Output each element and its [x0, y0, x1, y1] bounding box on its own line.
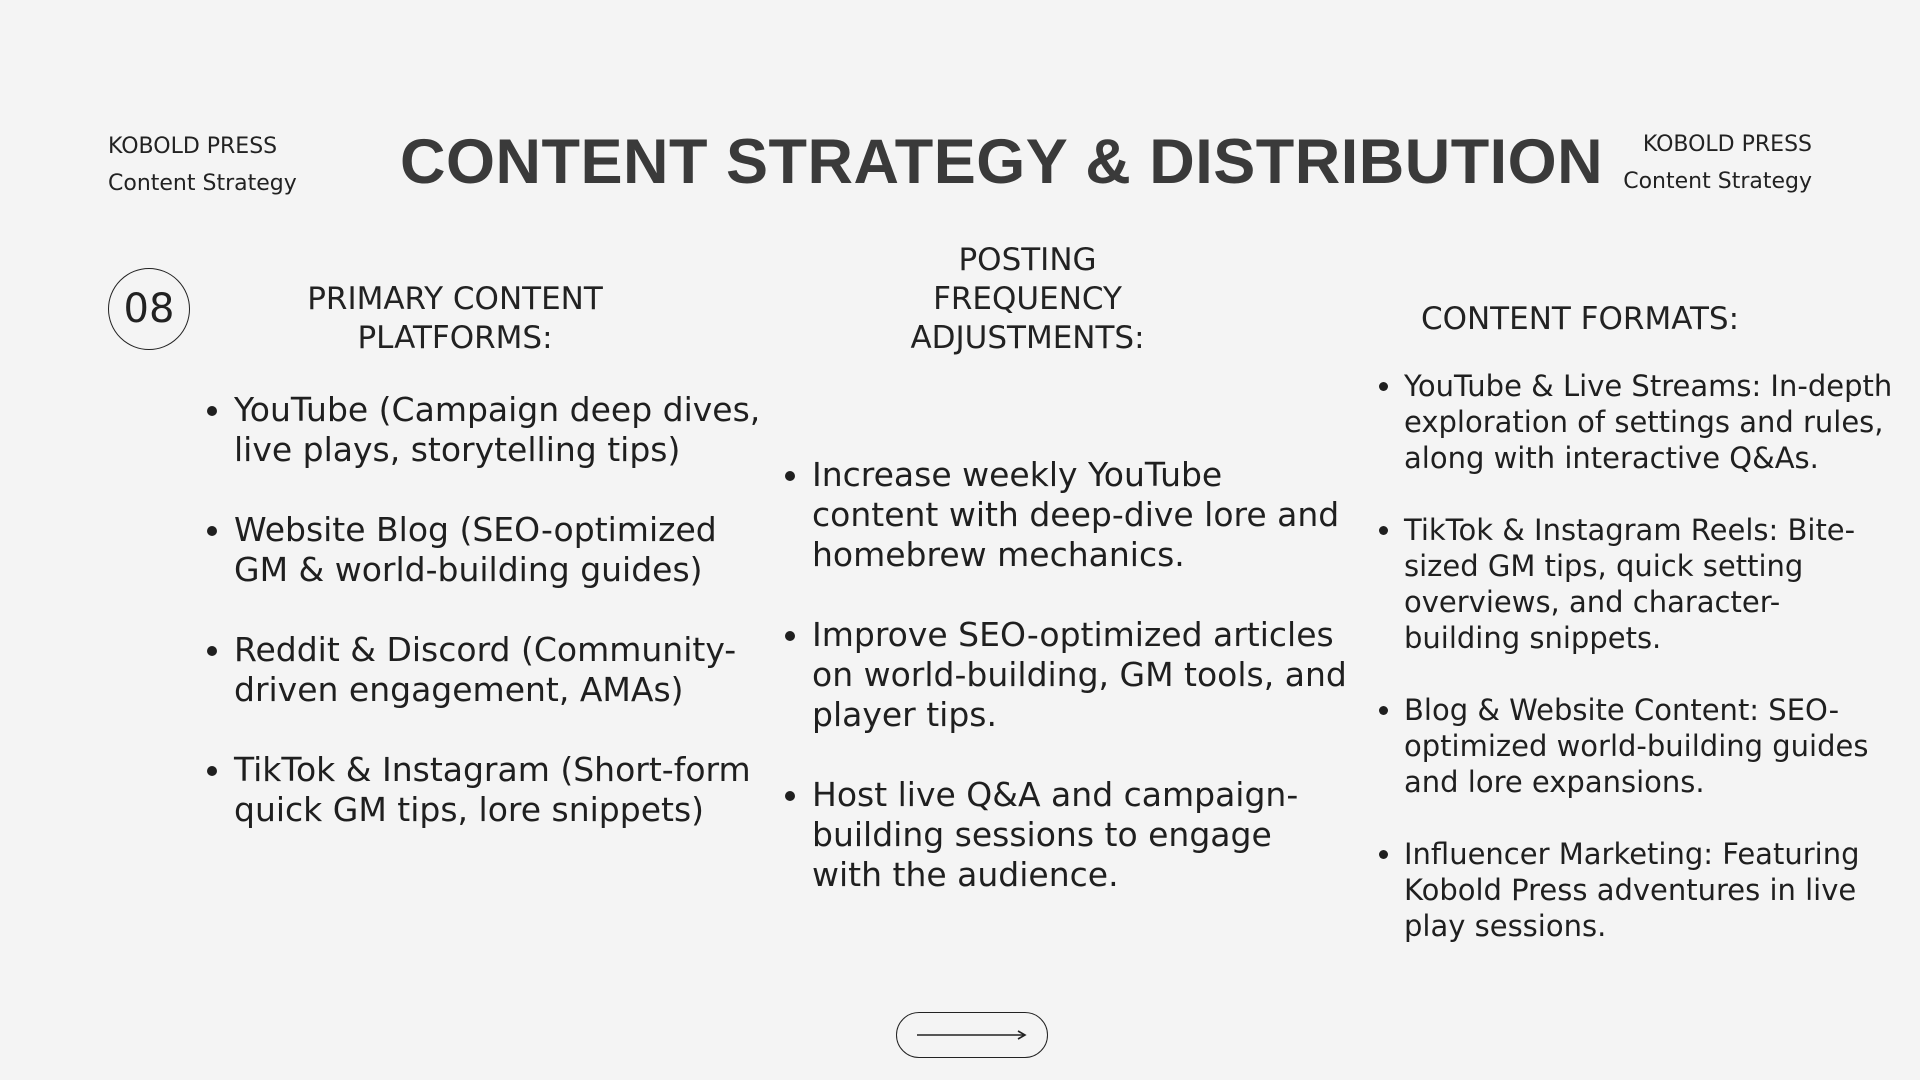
platforms-heading	[275, 280, 635, 358]
page-title: CONTENT STRATEGY & DISTRIBUTION	[400, 127, 1604, 197]
platforms-list	[200, 390, 774, 870]
list-item: • TikTok & Instagram Reels: Bite-sized GM tips, quick setting overviews, and character-building snippets.	[1404, 512, 1894, 656]
list-item: • Host live Q&A and campaign-building sessions to engage with the audience.	[812, 775, 1352, 895]
formats-heading	[1370, 300, 1790, 339]
list-item: • Reddit & Discord (Community-driven engagement, AMAs)	[234, 630, 774, 710]
list-item: • Improve SEO-optimized articles on world-building, GM tools, and player tips.	[812, 615, 1352, 735]
brand-left-name: KOBOLD PRESS	[108, 134, 278, 159]
frequency-heading	[860, 241, 1195, 358]
frequency-heading-line: FREQUENCY	[933, 281, 1122, 317]
list-item: • TikTok & Instagram (Short-form quick GM tips, lore snippets)	[234, 750, 774, 830]
brand-right-name: KOBOLD PRESS	[1642, 132, 1812, 157]
brand-left	[108, 128, 297, 202]
list-item: • Blog & Website Content: SEO-optimized world-building guides and lore expansions.	[1404, 692, 1894, 800]
formats-heading-line: CONTENT FORMATS:	[1420, 301, 1740, 337]
brand-right	[1623, 126, 1812, 200]
next-slide-button[interactable]	[896, 1012, 1048, 1058]
list-item: • YouTube (Campaign deep dives, live plays, storytelling tips)	[234, 390, 774, 470]
formats-list	[1370, 368, 1894, 980]
page-number-badge: 08	[108, 268, 190, 350]
list-item: • Website Blog (SEO-optimized GM & world-building guides)	[234, 510, 774, 590]
platforms-heading-line: PRIMARY CONTENT	[307, 281, 603, 317]
platforms-heading-line: PLATFORMS:	[357, 320, 553, 356]
frequency-heading-line: ADJUSTMENTS:	[910, 320, 1145, 356]
frequency-list	[778, 455, 1352, 935]
list-item: • Increase weekly YouTube content with deep-dive lore and homebrew mechanics.	[812, 455, 1352, 575]
arrow-right-icon	[916, 1029, 1028, 1041]
list-item: • YouTube & Live Streams: In-depth exploration of settings and rules, along with interactive Q&As.	[1404, 368, 1894, 476]
brand-left-subtitle: Content Strategy	[108, 171, 297, 196]
brand-right-subtitle: Content Strategy	[1623, 169, 1812, 194]
list-item: • Influencer Marketing: Featuring Kobold Press adventures in live play sessions.	[1404, 836, 1894, 944]
frequency-heading-line: POSTING	[958, 242, 1097, 278]
